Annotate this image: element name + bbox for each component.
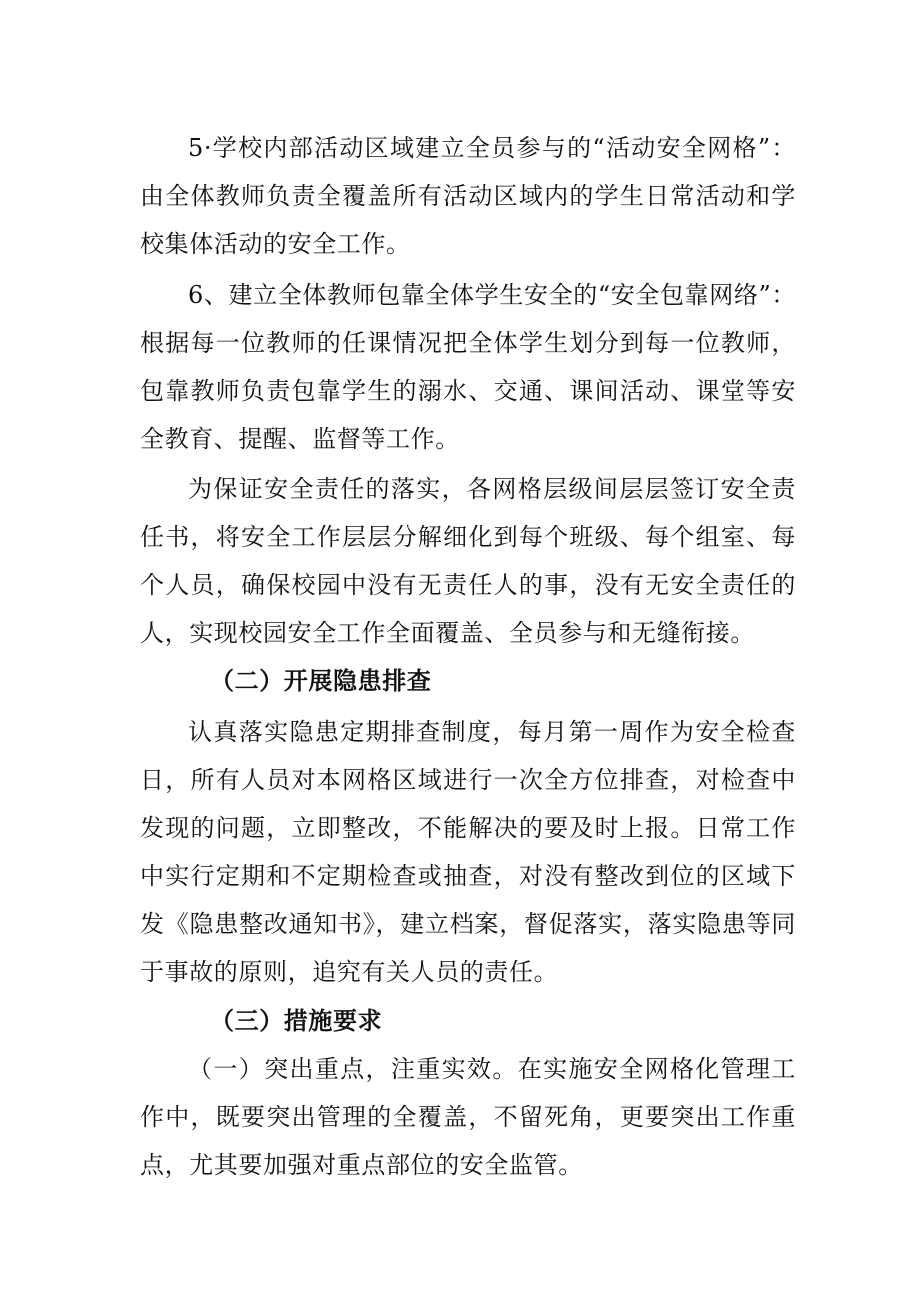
paragraph-hazard-inspection: 认真落实隐患定期排查制度，每月第一周作为安全检查日，所有人员对本网格区域进行一次全方位排查，对检查中发现的问题，立即整改，不能解决的要及时上报。日常工作中实行定期和不定期检查或抽查，对没有整改到位的区域下发《隐患整改通知书》，建立档案，督促落实，落实隐患等同于事故的原则，追究有关人员的责任。	[140, 718, 796, 986]
paragraph-activity-safety-grid: 5·学校内部活动区域建立全员参与的“活动安全网格”：由全体教师负责全覆盖所有活动区域内的学生日常活动和学校集体活动的安全工作。	[140, 134, 796, 258]
paragraph-measures: （一）突出重点，注重实效。在实施安全网格化管理工作中，既要突出管理的全覆盖，不留死角，更要突出工作重点，尤其要加强对重点部位的安全监管。	[140, 1055, 796, 1179]
section-heading-hazard-inspection: （二）开展隐患排查	[210, 667, 432, 695]
paragraph-safety-contract-network: 6、建立全体教师包靠全体学生安全的“安全包靠网络”：根据每一位教师的任课情况把全体学生划分到每一位教师，包靠教师负责包靠学生的溺水、交通、课间活动、课堂等安全教育、提醒、监督等工作。	[140, 281, 796, 453]
paragraph-responsibility: 为保证安全责任的落实，各网格层级间层层签订安全责任书，将安全工作层层分解细化到每个班级、每个组室、每个人员，确保校园中没有无责任人的事，没有无安全责任的人，实现校园安全工作全面覆盖、全员参与和无缝衔接。	[140, 475, 796, 647]
section-heading-measures: （三）措施要求	[210, 1007, 383, 1035]
